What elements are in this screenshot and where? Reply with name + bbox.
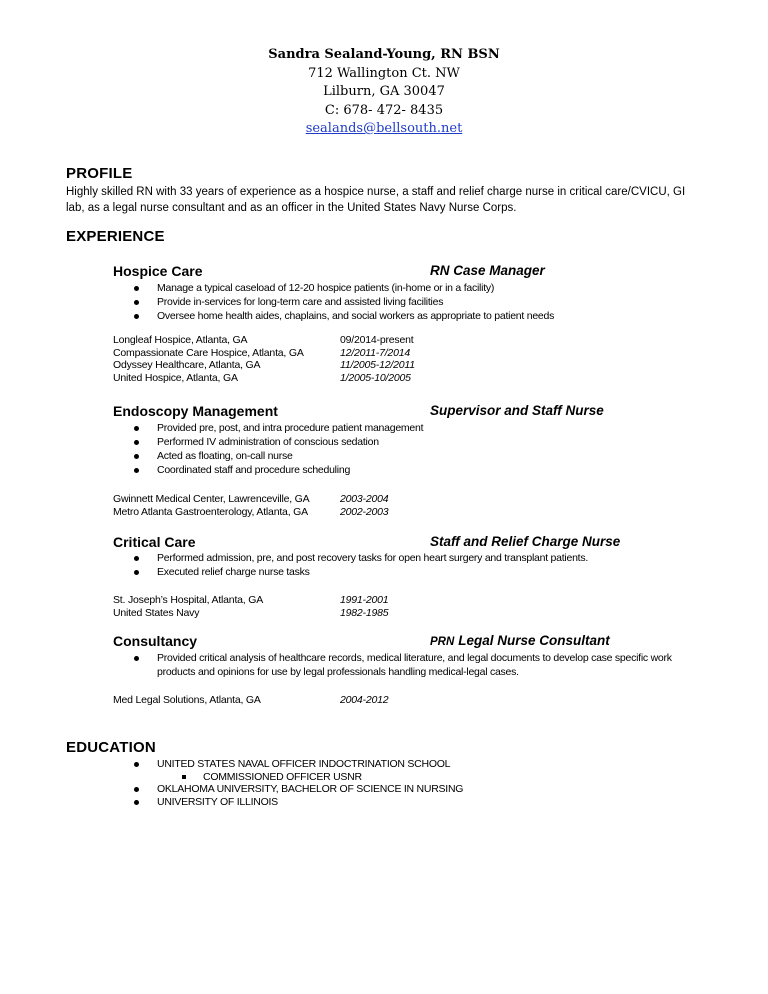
table-row: Odyssey Healthcare, Atlanta, GA 11/2005-12/2011 bbox=[113, 359, 415, 371]
square-bullet-icon bbox=[182, 775, 186, 779]
job-role-hospice: RN Case Manager bbox=[430, 263, 545, 278]
education-list bbox=[130, 758, 690, 808]
job-role-consultancy bbox=[430, 633, 610, 648]
job-title-critical-care: Critical Care bbox=[113, 534, 196, 550]
phone-number: C: 678- 472- 8435 bbox=[324, 102, 444, 118]
table-row: Compassionate Care Hospice, Atlanta, GA 12/2011-7/2014 bbox=[113, 346, 410, 359]
bullet-icon bbox=[134, 787, 139, 792]
list-item: UNIVERSITY OF ILLINOIS bbox=[130, 796, 690, 809]
table-row: Longleaf Hospice, Atlanta, GA 09/2014-present bbox=[113, 334, 414, 346]
list-item: UNITED STATES NAVAL OFFICER INDOCTRINATION SCHOOL bbox=[130, 758, 690, 771]
list-item: Oversee home health aides, chaplains, and social workers as appropriate to patient needs bbox=[130, 309, 690, 323]
table-row: Metro Atlanta Gastroenterology, Atlanta, GA 2002-2003 bbox=[113, 505, 389, 518]
bullet-icon bbox=[134, 286, 139, 291]
table-row: St. Joseph’s Hospital, Atlanta, GA 1991-2001 bbox=[113, 594, 389, 606]
contact-header bbox=[0, 46, 768, 139]
list-item: Executed relief charge nurse tasks bbox=[130, 565, 710, 579]
bullet-icon bbox=[134, 800, 139, 805]
address-line-1: 712 Wallington Ct. NW bbox=[308, 65, 460, 81]
critical-care-employers bbox=[113, 594, 388, 619]
table-row: United States Navy 1982-1985 bbox=[113, 606, 389, 619]
table-row: United Hospice, Atlanta, GA 1/2005-10/2005 bbox=[113, 371, 411, 384]
hospice-duties bbox=[130, 281, 690, 323]
candidate-name: Sandra Sealand-Young, RN BSN bbox=[268, 47, 500, 62]
bullet-icon bbox=[134, 454, 139, 459]
hospice-employers bbox=[113, 334, 415, 384]
email-link[interactable]: sealands@bellsouth.net bbox=[305, 121, 463, 136]
list-item: Provide in-services for long-term care and assisted living facilities bbox=[130, 295, 690, 309]
address-line-2: Lilburn, GA 30047 bbox=[323, 84, 445, 99]
endoscopy-duties bbox=[130, 421, 690, 477]
table-row: Gwinnett Medical Center, Lawrenceville, GA 2003-2004 bbox=[113, 493, 389, 505]
bullet-icon bbox=[134, 300, 139, 305]
bullet-icon bbox=[134, 762, 139, 767]
list-item: Manage a typical caseload of 12-20 hospice patients (in-home or in a facility) bbox=[130, 281, 690, 295]
bullet-icon bbox=[134, 570, 139, 575]
list-item: OKLAHOMA UNIVERSITY, BACHELOR OF SCIENCE IN NURSING bbox=[130, 783, 690, 796]
job-role-critical-care: Staff and Relief Charge Nurse bbox=[430, 534, 621, 549]
critical-care-duties bbox=[130, 551, 710, 579]
bullet-icon bbox=[134, 314, 139, 319]
bullet-icon bbox=[134, 440, 139, 445]
bullet-icon bbox=[134, 468, 139, 473]
profile-summary: Highly skilled RN with 33 years of experience as a hospice nurse, a staff and relief charge nurse in critical care/CVICU, GI lab, as a legal nurse consultant and as an officer in the United States Navy Nurse Corps. bbox=[66, 186, 686, 214]
job-title-hospice: Hospice Care bbox=[113, 263, 203, 279]
consultancy-employers bbox=[113, 694, 388, 707]
bullet-icon bbox=[134, 656, 139, 661]
table-row: Med Legal Solutions, Atlanta, GA 2004-2012 bbox=[113, 694, 389, 706]
role-prefix: PRN bbox=[430, 636, 455, 648]
education-heading: EDUCATION bbox=[66, 739, 156, 756]
list-item: Provided pre, post, and intra procedure patient management bbox=[130, 421, 690, 435]
list-item: Performed admission, pre, and post recovery tasks for open heart surgery and transplant patients. bbox=[130, 551, 710, 565]
job-title-endoscopy: Endoscopy Management bbox=[113, 403, 278, 419]
profile-heading: PROFILE bbox=[66, 165, 133, 182]
job-title-consultancy: Consultancy bbox=[113, 633, 198, 649]
role-label: Legal Nurse Consultant bbox=[458, 633, 610, 648]
bullet-icon bbox=[134, 426, 139, 431]
job-role-endoscopy: Supervisor and Staff Nurse bbox=[430, 403, 604, 418]
bullet-icon bbox=[134, 556, 139, 561]
list-item: Performed IV administration of conscious sedation bbox=[130, 435, 690, 449]
endoscopy-employers bbox=[113, 493, 388, 518]
list-item: COMMISSIONED OFFICER USNR bbox=[130, 771, 690, 784]
list-item: Acted as floating, on-call nurse bbox=[130, 449, 690, 463]
list-item: Coordinated staff and procedure scheduling bbox=[130, 463, 690, 477]
list-item: Provided critical analysis of healthcare records, medical literature, and legal documents to develop case specific work products and opinions for use by legal professionals handling medical-legal cases. bbox=[130, 651, 685, 679]
experience-heading: EXPERIENCE bbox=[66, 228, 165, 245]
consultancy-duties bbox=[130, 651, 685, 679]
